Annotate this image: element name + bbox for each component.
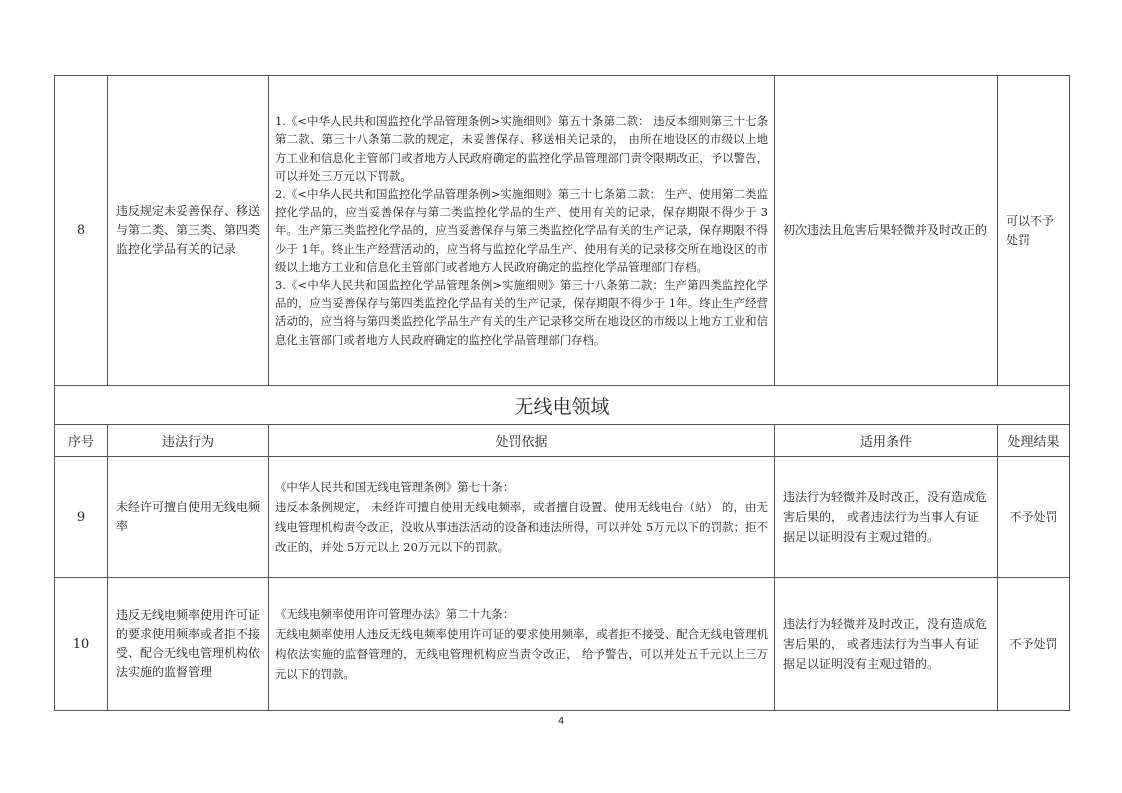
penalty-table: [54, 75, 1070, 711]
row-number: 8: [55, 76, 108, 386]
basis-paragraph: 《中华人民共和国无线电管理条例》第七十条：: [275, 480, 515, 494]
basis-paragraph: 1.《<中华人民共和国监控化学品管理条例>实施细则》第五十条第二款： 违反本细则第三十七条第二款、第三十八条第二款的规定，未妥善保存、移送相关记录的， 由所在地设区的市级以上地方工业和信息化主管部门或者地方人民政府确定的监控化学品管理部门责令限期改正，予以警告， 可以并处三万元以下罚款。: [275, 114, 768, 183]
violation-behavior: 违反规定未妥善保存、移送与第二类、第三类、第四类监控化学品有关的记录: [108, 76, 269, 386]
handling-result: 不予处罚: [998, 578, 1070, 711]
basis-paragraph: 违反本条例规定， 未经许可擅自使用无线电频率，或者擅自设置、使用无线电台（站） 的，由无线电管理机构责令改正，没收从事违法活动的设备和违法所得，可以并处 5万元以下的罚款；拒不改正的，并处 5万元以上 20万元以下的罚款。: [275, 500, 768, 554]
row-number: 10: [55, 578, 108, 711]
header-row: [55, 425, 1070, 457]
basis-paragraph: 《无线电频率使用许可管理办法》第二十九条：: [275, 607, 515, 621]
header-cond: 适用条件: [775, 425, 998, 457]
basis-paragraph: 无线电频率使用人违反无线电频率使用许可证的要求使用频率，或者拒不接受、配合无线电管理机构依法实施的监督管理的，无线电管理机构应当责令改正， 给予警告，可以并处五千元以上三万元以下的罚款。: [275, 627, 768, 681]
handling-result: 不予处罚: [998, 457, 1070, 578]
basis-paragraph: 2.《<中华人民共和国监控化学品管理条例>实施细则》第三十七条第二款： 生产、使用第二类监控化学品的，应当妥善保存与第二类监控化学品的生产、使用有关的记录，保存期限不得少于 3年。生产第三类监控化学品的，应当妥善保存与第三类监控化学品有关的生产记录，保存期限不得少于 1年。终止生产经营活动的，应当将与监控化学品生产、使用有关的记录移交所在地设区的市级以上地方工业和信息化主管部门或者地方人民政府确定的监控化学品管理部门存档。: [275, 186, 768, 274]
section-title: 无线电领域: [55, 386, 1070, 425]
header-act: 违法行为: [108, 425, 269, 457]
header-res: 处理结果: [998, 425, 1070, 457]
header-basis: 处罚依据: [269, 425, 775, 457]
violation-behavior: 违反无线电频率使用许可证的要求使用频率或者拒不接受、配合无线电管理机构依法实施的监督管理: [108, 578, 269, 711]
penalty-basis: [269, 76, 775, 386]
applicable-condition: 初次违法且危害后果轻微并及时改正的: [775, 76, 998, 386]
penalty-basis: [269, 578, 775, 711]
basis-paragraph: 3.《<中华人民共和国监控化学品管理条例>实施细则》第三十八条第二款：生产第四类监控化学品的，应当妥善保存与第四类监控化学品有关的生产记录，保存期限不得少于 1年。终止生产经营活动的，应当将与第四类监控化学品生产有关的生产记录移交所在地设区的市级以上地方工业和信息化主管部门或者地方人民政府确定的监控化学品管理部门存档。: [275, 278, 768, 347]
penalty-basis: [269, 457, 775, 578]
header-num: 序号: [55, 425, 108, 457]
row-number: 9: [55, 457, 108, 578]
table-row: [55, 76, 1070, 386]
table-row: [55, 457, 1070, 578]
section-row: [55, 386, 1070, 425]
applicable-condition: 违法行为轻微并及时改正，没有造成危害后果的， 或者违法行为当事人有证据足以证明没有主观过错的。: [775, 457, 998, 578]
violation-behavior: 未经许可擅自使用无线电频率: [108, 457, 269, 578]
table-row: [55, 578, 1070, 711]
applicable-condition: 违法行为轻微并及时改正，没有造成危害后果的， 或者违法行为当事人有证据足以证明没有主观过错的。: [775, 578, 998, 711]
page-number: 4: [557, 716, 565, 727]
handling-result: 可以不予处罚: [998, 76, 1070, 386]
